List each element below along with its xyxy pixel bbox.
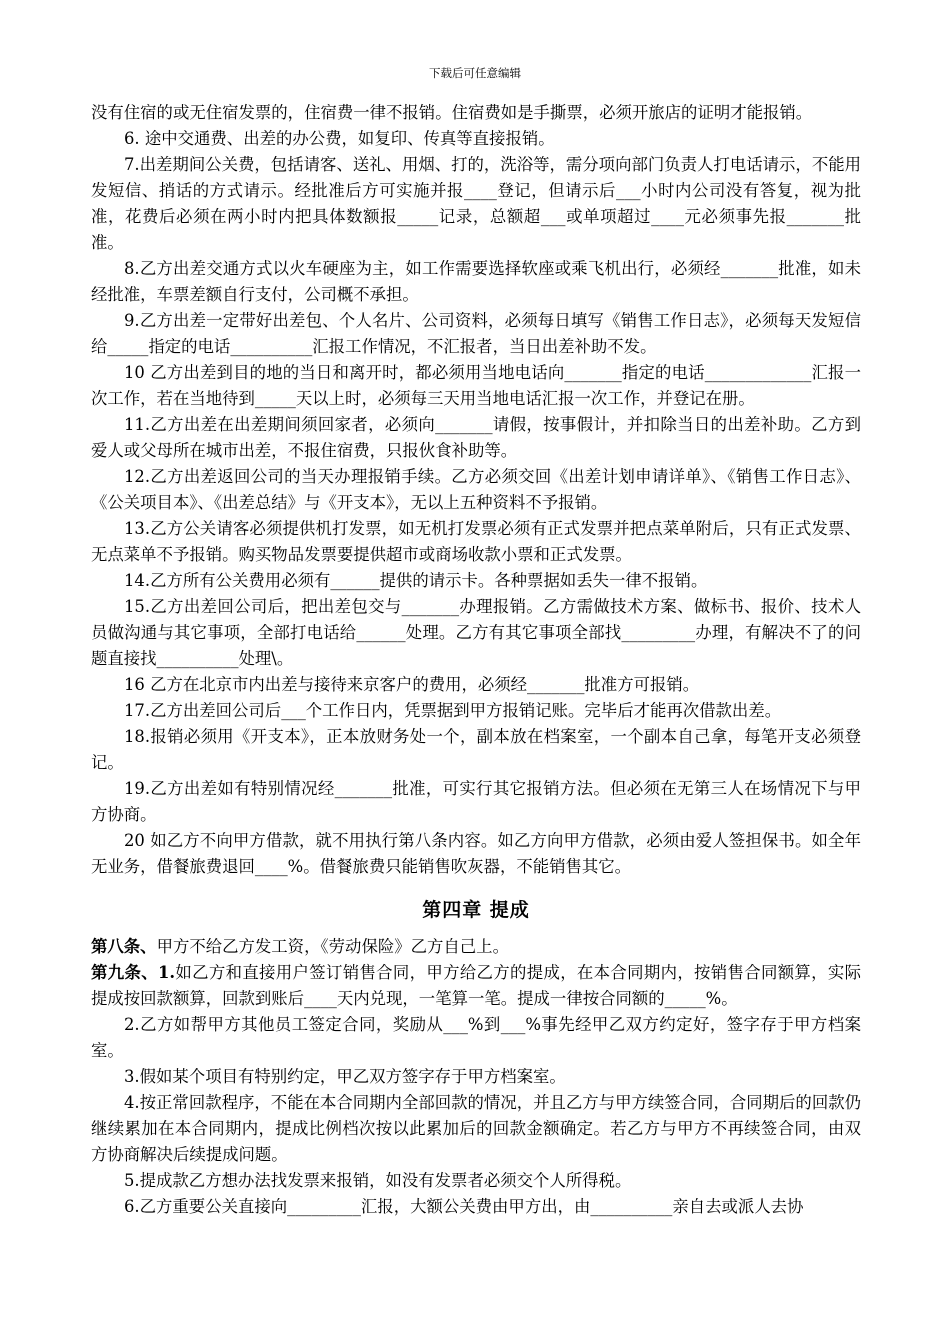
paragraph: 20 如乙方不向甲方借款，就不用执行第八条内容。如乙方向甲方借款，必须由爱人签担保书。如全年无业务，借餐旅费退回____%。借餐旅费只能销售吹灰器，不能销售其它。: [91, 831, 861, 876]
paragraph: 12.乙方出差返回公司的当天办理报销手续。乙方必须交回《出差计划申请详单》、《销售工作日志》、《公关项目本》、《出差总结》与《开支本》，无以上五种资料不予报销。: [91, 467, 861, 512]
paragraph: 3.假如某个项目有特别约定，甲乙双方签字存于甲方档案室。: [124, 1067, 566, 1086]
paragraph: 10 乙方出差到目的地的当日和离开时，都必须用当地电话向_______指定的电话_____________汇报一次工作，若在当地待到_____天以上时，必须每三天用当地电话汇报一次工作，并登记在册。: [91, 363, 861, 408]
document-body: [91, 100, 861, 1220]
paragraph: 19.乙方出差如有特别情况经_______批准，可实行其它报销方法。但必须在无第三人在场情况下与甲方协商。: [91, 779, 861, 824]
paragraph: 14.乙方所有公关费用必须有______提供的请示卡。各种票据如丢失一律不报销。: [124, 571, 708, 590]
paragraph: 15.乙方出差回公司后，把出差包交与_______办理报销。乙方需做技术方案、做标书、报价、技术人员做沟通与其它事项，全部打电话给______处理。乙方有其它事项全部找_________办理，有解决不了的问题直接找__________处理\。: [91, 597, 861, 668]
paragraph: 6.乙方重要公关直接向_________汇报，大额公关费由甲方出，由__________亲自去或派人去协: [124, 1197, 804, 1216]
paragraph: 8.乙方出差交通方式以火车硬座为主，如工作需要选择软座或乘飞机出行，必须经_______批准，如未经批准，车票差额自行支付，公司概不承担。: [91, 259, 861, 304]
paragraph: 7.出差期间公关费，包括请客、送礼、用烟、打的，洗浴等，需分项向部门负责人打电话请示，不能用发短信、捎话的方式请示。经批准后方可实施并报____登记，但请示后___小时内公司没有答复，视为批准，花费后必须在两小时内把具体数额报_____记录，总额超___或单项超过____元必须事先报_______批准。: [91, 155, 861, 252]
commission-rules-section: [91, 1012, 861, 1220]
paragraph: 5.提成款乙方想办法找发票来报销，如没有发票者必须交个人所得税。: [124, 1171, 632, 1190]
paragraph: 4.按正常回款程序，不能在本合同期内全部回款的情况，并且乙方与甲方续签合同，合同期后的回款仍继续累加在本合同期内，提成比例档次按以此累加后的回款金额确定。若乙方与甲方不再续签合同，由双方协商解决后续提成问题。: [91, 1093, 861, 1164]
paragraph: 9.乙方出差一定带好出差包、个人名片、公司资料，必须每日填写《销售工作日志》，必须每天发短信给_____指定的电话__________汇报工作情况，不汇报者，当日出差补助不发。: [91, 311, 861, 356]
paragraph: 13.乙方公关请客必须提供机打发票，如无机打发票必须有正式发票并把点菜单附后，只有正式发票、无点菜单不予报销。购买物品发票要提供超市或商场收款小票和正式发票。: [91, 519, 861, 564]
paragraph: 2.乙方如帮甲方其他员工签定合同，奖励从___%到___%事先经甲乙双方约定好，签字存于甲方档案室。: [91, 1015, 861, 1060]
paragraph: 16 乙方在北京市内出差与接待来京客户的费用，必须经_______批准方可报销。: [124, 675, 700, 694]
paragraph: 6. 途中交通费、出差的办公费，如复印、传真等直接报销。: [124, 129, 555, 148]
article-8-label: 第八条、: [91, 937, 157, 956]
article-9-text: 如乙方和直接用户签订销售合同，甲方给乙方的提成，在本合同期内，按销售合同额算，实际提成按回款额算，回款到账后____天内兑现，一笔算一笔。提成一律按合同额的_____%。: [91, 963, 862, 1008]
article-9: [91, 960, 861, 1012]
page-header: 下载后可任意编辑: [429, 66, 521, 80]
paragraph: 17.乙方出差回公司后___个工作日内，凭票据到甲方报销记账。完毕后才能再次借款出差。: [124, 701, 782, 720]
article-9-label: 第九条、: [91, 963, 158, 982]
article-9-number: 1.: [157, 963, 176, 982]
article-8-text: 甲方不给乙方发工资，《劳动保险》乙方自己上。: [156, 937, 509, 956]
expense-rules-section: [91, 100, 861, 880]
paragraph: 18.报销必须用《开支本》，正本放财务处一个，副本放在档案室，一个副本自己拿，每笔开支必须登记。: [91, 727, 861, 772]
article-8: [91, 934, 861, 960]
paragraph: 11.乙方出差在出差期间须回家者，必须向_______请假，按事假计，并扣除当日的出差补助。乙方到爱人或父母所在城市出差，不报住宿费，只报伙食补助等。: [91, 415, 861, 460]
paragraph: 没有住宿的或无住宿发票的，住宿费一律不报销。住宿费如是手撕票，必须开旅店的证明才能报销。: [91, 103, 813, 122]
chapter-title: 第四章 提成: [422, 899, 530, 921]
